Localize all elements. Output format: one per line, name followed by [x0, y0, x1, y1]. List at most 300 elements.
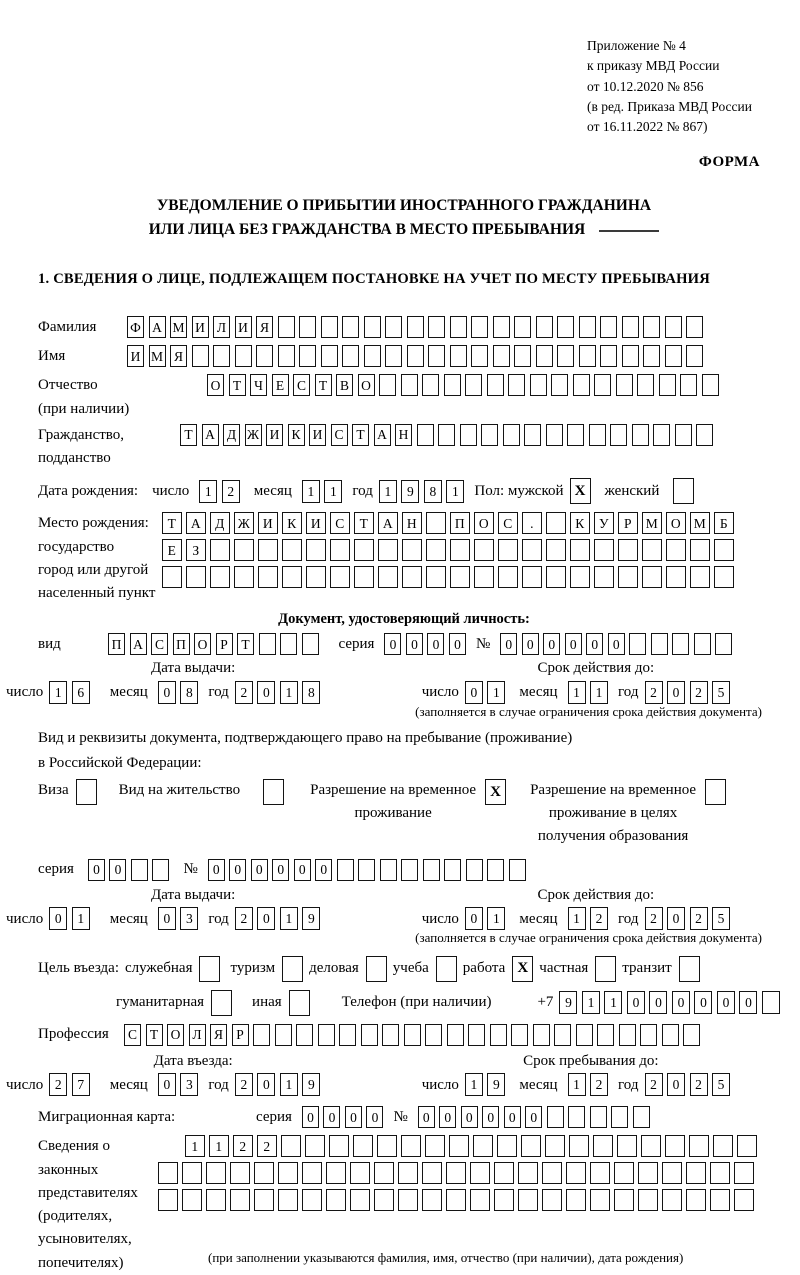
char-box[interactable]: Ж: [234, 512, 254, 534]
char-box[interactable]: [546, 566, 566, 588]
char-box[interactable]: [450, 539, 470, 561]
char-box[interactable]: 5: [712, 1073, 730, 1096]
char-box[interactable]: Р: [618, 512, 638, 534]
char-box[interactable]: [498, 566, 518, 588]
char-box[interactable]: [487, 374, 504, 396]
char-box[interactable]: [694, 633, 711, 655]
char-box[interactable]: [426, 566, 446, 588]
char-box[interactable]: 0: [302, 1106, 319, 1128]
char-box[interactable]: [675, 424, 692, 446]
char-box[interactable]: 9: [302, 907, 320, 930]
char-box[interactable]: [450, 566, 470, 588]
char-box[interactable]: [589, 424, 606, 446]
char-box[interactable]: [380, 859, 397, 881]
char-box[interactable]: 0: [586, 633, 603, 655]
char-box[interactable]: И: [192, 316, 209, 338]
purpose-humanitarian-checkbox[interactable]: [211, 990, 232, 1016]
char-box[interactable]: [594, 374, 611, 396]
char-box[interactable]: Ч: [250, 374, 267, 396]
char-box[interactable]: С: [124, 1024, 141, 1046]
char-box[interactable]: [258, 539, 278, 561]
char-box[interactable]: [364, 345, 381, 367]
char-box[interactable]: [637, 374, 654, 396]
char-box[interactable]: [466, 859, 483, 881]
char-box[interactable]: [546, 424, 563, 446]
char-box[interactable]: Е: [162, 539, 182, 561]
char-box[interactable]: [579, 345, 596, 367]
char-box[interactable]: [546, 512, 566, 534]
sex-male-checkbox[interactable]: X: [570, 478, 591, 504]
char-box[interactable]: 0: [667, 907, 685, 930]
char-box[interactable]: [254, 1162, 274, 1184]
char-box[interactable]: [566, 1189, 586, 1211]
sex-female-checkbox[interactable]: [673, 478, 694, 504]
char-box[interactable]: [377, 1135, 397, 1157]
char-box[interactable]: [450, 316, 467, 338]
char-box[interactable]: [617, 1135, 637, 1157]
char-box[interactable]: 1: [199, 480, 217, 503]
purpose-private-checkbox[interactable]: [595, 956, 616, 982]
char-box[interactable]: [638, 1189, 658, 1211]
char-box[interactable]: [235, 345, 252, 367]
char-box[interactable]: [665, 1135, 685, 1157]
char-box[interactable]: [354, 566, 374, 588]
char-box[interactable]: [278, 1189, 298, 1211]
char-box[interactable]: [546, 539, 566, 561]
char-box[interactable]: [643, 316, 660, 338]
char-box[interactable]: [614, 1162, 634, 1184]
char-box[interactable]: .: [522, 512, 542, 534]
char-box[interactable]: 2: [690, 1073, 708, 1096]
char-box[interactable]: [407, 345, 424, 367]
char-box[interactable]: [131, 859, 148, 881]
char-box[interactable]: 8: [424, 480, 442, 503]
char-box[interactable]: [734, 1162, 754, 1184]
char-box[interactable]: 0: [465, 681, 483, 704]
char-box[interactable]: [446, 1189, 466, 1211]
char-box[interactable]: [622, 316, 639, 338]
char-box[interactable]: [425, 1024, 442, 1046]
char-box[interactable]: [536, 316, 553, 338]
char-box[interactable]: 0: [465, 907, 483, 930]
char-box[interactable]: [210, 539, 230, 561]
char-box[interactable]: [622, 345, 639, 367]
char-box[interactable]: [576, 1024, 593, 1046]
char-box[interactable]: [618, 566, 638, 588]
char-box[interactable]: 0: [427, 633, 444, 655]
char-box[interactable]: [234, 566, 254, 588]
char-box[interactable]: [494, 1162, 514, 1184]
char-box[interactable]: [158, 1162, 178, 1184]
char-box[interactable]: К: [282, 512, 302, 534]
char-box[interactable]: [503, 424, 520, 446]
char-box[interactable]: 0: [739, 991, 757, 1014]
char-box[interactable]: [296, 1024, 313, 1046]
char-box[interactable]: 0: [229, 859, 246, 881]
char-box[interactable]: [444, 374, 461, 396]
char-box[interactable]: 2: [235, 681, 253, 704]
purpose-commercial-checkbox[interactable]: [366, 956, 387, 982]
char-box[interactable]: Я: [210, 1024, 227, 1046]
char-box[interactable]: Ф: [127, 316, 144, 338]
char-box[interactable]: [522, 566, 542, 588]
char-box[interactable]: [206, 1162, 226, 1184]
char-box[interactable]: 0: [694, 991, 712, 1014]
purpose-other-checkbox[interactable]: [289, 990, 310, 1016]
char-box[interactable]: 0: [158, 907, 176, 930]
char-box[interactable]: [497, 1135, 517, 1157]
char-box[interactable]: М: [170, 316, 187, 338]
char-box[interactable]: [493, 345, 510, 367]
char-box[interactable]: [428, 316, 445, 338]
char-box[interactable]: 0: [315, 859, 332, 881]
char-box[interactable]: [192, 345, 209, 367]
char-box[interactable]: [422, 1189, 442, 1211]
char-box[interactable]: [593, 1135, 613, 1157]
char-box[interactable]: 0: [627, 991, 645, 1014]
char-box[interactable]: 1: [209, 1135, 229, 1157]
char-box[interactable]: [542, 1162, 562, 1184]
char-box[interactable]: [428, 345, 445, 367]
char-box[interactable]: [438, 424, 455, 446]
char-box[interactable]: [374, 1162, 394, 1184]
char-box[interactable]: [690, 539, 710, 561]
char-box[interactable]: 3: [180, 1073, 198, 1096]
char-box[interactable]: [353, 1135, 373, 1157]
char-box[interactable]: [508, 374, 525, 396]
char-box[interactable]: [378, 566, 398, 588]
char-box[interactable]: Е: [272, 374, 289, 396]
char-box[interactable]: 1: [280, 1073, 298, 1096]
char-box[interactable]: [568, 1106, 585, 1128]
char-box[interactable]: [551, 374, 568, 396]
char-box[interactable]: К: [570, 512, 590, 534]
char-box[interactable]: 0: [504, 1106, 521, 1128]
char-box[interactable]: 2: [49, 1073, 67, 1096]
char-box[interactable]: [321, 345, 338, 367]
char-box[interactable]: П: [108, 633, 125, 655]
purpose-business-checkbox[interactable]: [199, 956, 220, 982]
char-box[interactable]: И: [306, 512, 326, 534]
char-box[interactable]: [547, 1106, 564, 1128]
char-box[interactable]: 0: [366, 1106, 383, 1128]
option-temp-residence-checkbox[interactable]: X: [485, 779, 506, 805]
char-box[interactable]: [213, 345, 230, 367]
char-box[interactable]: 0: [272, 859, 289, 881]
char-box[interactable]: 8: [302, 681, 320, 704]
char-box[interactable]: [616, 374, 633, 396]
char-box[interactable]: [230, 1162, 250, 1184]
char-box[interactable]: [275, 1024, 292, 1046]
char-box[interactable]: [498, 539, 518, 561]
char-box[interactable]: [554, 1024, 571, 1046]
char-box[interactable]: 0: [522, 633, 539, 655]
char-box[interactable]: [259, 633, 276, 655]
char-box[interactable]: 2: [590, 907, 608, 930]
purpose-tourism-checkbox[interactable]: [282, 956, 303, 982]
char-box[interactable]: Я: [170, 345, 187, 367]
char-box[interactable]: [162, 566, 182, 588]
char-box[interactable]: [666, 539, 686, 561]
char-box[interactable]: [358, 859, 375, 881]
char-box[interactable]: 0: [257, 907, 275, 930]
char-box[interactable]: [426, 512, 446, 534]
char-box[interactable]: О: [194, 633, 211, 655]
char-box[interactable]: [378, 539, 398, 561]
char-box[interactable]: [666, 566, 686, 588]
char-box[interactable]: [337, 859, 354, 881]
char-box[interactable]: [152, 859, 169, 881]
char-box[interactable]: С: [151, 633, 168, 655]
char-box[interactable]: 1: [324, 480, 342, 503]
char-box[interactable]: [342, 316, 359, 338]
char-box[interactable]: 9: [559, 991, 577, 1014]
char-box[interactable]: [474, 566, 494, 588]
char-box[interactable]: [511, 1024, 528, 1046]
char-box[interactable]: Т: [315, 374, 332, 396]
char-box[interactable]: А: [202, 424, 219, 446]
char-box[interactable]: [282, 566, 302, 588]
char-box[interactable]: [401, 374, 418, 396]
char-box[interactable]: И: [258, 512, 278, 534]
char-box[interactable]: 2: [690, 681, 708, 704]
char-box[interactable]: 1: [487, 907, 505, 930]
char-box[interactable]: 1: [568, 1073, 586, 1096]
char-box[interactable]: [302, 633, 319, 655]
char-box[interactable]: Я: [256, 316, 273, 338]
char-box[interactable]: [619, 1024, 636, 1046]
char-box[interactable]: И: [127, 345, 144, 367]
char-box[interactable]: [470, 1162, 490, 1184]
char-box[interactable]: 1: [487, 681, 505, 704]
char-box[interactable]: [710, 1189, 730, 1211]
char-box[interactable]: [299, 345, 316, 367]
char-box[interactable]: О: [358, 374, 375, 396]
char-box[interactable]: [474, 539, 494, 561]
char-box[interactable]: [629, 633, 646, 655]
char-box[interactable]: А: [130, 633, 147, 655]
char-box[interactable]: 0: [158, 1073, 176, 1096]
char-box[interactable]: [600, 316, 617, 338]
char-box[interactable]: [302, 1162, 322, 1184]
char-box[interactable]: [206, 1189, 226, 1211]
char-box[interactable]: 1: [185, 1135, 205, 1157]
char-box[interactable]: [256, 345, 273, 367]
char-box[interactable]: 2: [645, 681, 663, 704]
char-box[interactable]: [570, 539, 590, 561]
char-box[interactable]: [690, 566, 710, 588]
char-box[interactable]: [402, 566, 422, 588]
char-box[interactable]: [713, 1135, 733, 1157]
char-box[interactable]: 6: [72, 681, 90, 704]
char-box[interactable]: [530, 374, 547, 396]
char-box[interactable]: 7: [72, 1073, 90, 1096]
char-box[interactable]: [569, 1135, 589, 1157]
char-box[interactable]: 0: [482, 1106, 499, 1128]
char-box[interactable]: [659, 374, 676, 396]
char-box[interactable]: [542, 1189, 562, 1211]
char-box[interactable]: 8: [180, 681, 198, 704]
char-box[interactable]: [339, 1024, 356, 1046]
char-box[interactable]: 1: [49, 681, 67, 704]
char-box[interactable]: [330, 539, 350, 561]
char-box[interactable]: 0: [257, 1073, 275, 1096]
char-box[interactable]: 9: [487, 1073, 505, 1096]
char-box[interactable]: [361, 1024, 378, 1046]
char-box[interactable]: Н: [402, 512, 422, 534]
char-box[interactable]: Т: [180, 424, 197, 446]
char-box[interactable]: [686, 316, 703, 338]
char-box[interactable]: [642, 539, 662, 561]
char-box[interactable]: [536, 345, 553, 367]
char-box[interactable]: [518, 1162, 538, 1184]
char-box[interactable]: [509, 859, 526, 881]
char-box[interactable]: [417, 424, 434, 446]
char-box[interactable]: 1: [568, 907, 586, 930]
char-box[interactable]: [278, 345, 295, 367]
char-box[interactable]: Ж: [245, 424, 262, 446]
char-box[interactable]: 9: [302, 1073, 320, 1096]
char-box[interactable]: 0: [543, 633, 560, 655]
char-box[interactable]: 0: [257, 681, 275, 704]
char-box[interactable]: [379, 374, 396, 396]
char-box[interactable]: [422, 374, 439, 396]
char-box[interactable]: [407, 316, 424, 338]
char-box[interactable]: [714, 539, 734, 561]
char-box[interactable]: Т: [354, 512, 374, 534]
purpose-work-checkbox[interactable]: X: [512, 956, 533, 982]
char-box[interactable]: 1: [582, 991, 600, 1014]
char-box[interactable]: Р: [216, 633, 233, 655]
char-box[interactable]: [686, 1162, 706, 1184]
char-box[interactable]: А: [374, 424, 391, 446]
char-box[interactable]: А: [378, 512, 398, 534]
char-box[interactable]: Т: [146, 1024, 163, 1046]
char-box[interactable]: [514, 345, 531, 367]
char-box[interactable]: С: [293, 374, 310, 396]
char-box[interactable]: [493, 316, 510, 338]
purpose-transit-checkbox[interactable]: [679, 956, 700, 982]
char-box[interactable]: 1: [302, 480, 320, 503]
char-box[interactable]: [633, 1106, 650, 1128]
char-box[interactable]: [382, 1024, 399, 1046]
char-box[interactable]: 1: [446, 480, 464, 503]
char-box[interactable]: 1: [604, 991, 622, 1014]
char-box[interactable]: Т: [162, 512, 182, 534]
char-box[interactable]: С: [331, 424, 348, 446]
char-box[interactable]: К: [288, 424, 305, 446]
char-box[interactable]: [594, 566, 614, 588]
char-box[interactable]: 2: [645, 907, 663, 930]
char-box[interactable]: Т: [352, 424, 369, 446]
char-box[interactable]: М: [690, 512, 710, 534]
char-box[interactable]: [423, 859, 440, 881]
char-box[interactable]: 2: [235, 1073, 253, 1096]
char-box[interactable]: У: [594, 512, 614, 534]
char-box[interactable]: [524, 424, 541, 446]
char-box[interactable]: [281, 1135, 301, 1157]
char-box[interactable]: О: [666, 512, 686, 534]
char-box[interactable]: П: [450, 512, 470, 534]
char-box[interactable]: 0: [294, 859, 311, 881]
char-box[interactable]: 0: [667, 1073, 685, 1096]
char-box[interactable]: 0: [158, 681, 176, 704]
char-box[interactable]: [473, 1135, 493, 1157]
char-box[interactable]: 2: [645, 1073, 663, 1096]
char-box[interactable]: 1: [379, 480, 397, 503]
purpose-study-checkbox[interactable]: [436, 956, 457, 982]
char-box[interactable]: [278, 316, 295, 338]
char-box[interactable]: [590, 1189, 610, 1211]
char-box[interactable]: [662, 1162, 682, 1184]
option-temp-residence-education-checkbox[interactable]: [705, 779, 726, 805]
char-box[interactable]: 2: [235, 907, 253, 930]
char-box[interactable]: [557, 316, 574, 338]
char-box[interactable]: [594, 539, 614, 561]
char-box[interactable]: 0: [88, 859, 105, 881]
char-box[interactable]: [640, 1024, 657, 1046]
char-box[interactable]: 2: [257, 1135, 277, 1157]
char-box[interactable]: [641, 1135, 661, 1157]
char-box[interactable]: [734, 1189, 754, 1211]
char-box[interactable]: 2: [222, 480, 240, 503]
char-box[interactable]: [518, 1189, 538, 1211]
char-box[interactable]: 0: [323, 1106, 340, 1128]
char-box[interactable]: [321, 316, 338, 338]
char-box[interactable]: [186, 566, 206, 588]
char-box[interactable]: [302, 1189, 322, 1211]
char-box[interactable]: Т: [237, 633, 254, 655]
char-box[interactable]: [330, 566, 350, 588]
char-box[interactable]: [471, 316, 488, 338]
char-box[interactable]: Р: [232, 1024, 249, 1046]
char-box[interactable]: [611, 1106, 628, 1128]
char-box[interactable]: 1: [465, 1073, 483, 1096]
char-box[interactable]: [210, 566, 230, 588]
char-box[interactable]: 2: [690, 907, 708, 930]
char-box[interactable]: М: [642, 512, 662, 534]
char-box[interactable]: [444, 859, 461, 881]
char-box[interactable]: [665, 345, 682, 367]
char-box[interactable]: [686, 1189, 706, 1211]
char-box[interactable]: О: [167, 1024, 184, 1046]
char-box[interactable]: В: [336, 374, 353, 396]
char-box[interactable]: Л: [189, 1024, 206, 1046]
char-box[interactable]: [696, 424, 713, 446]
char-box[interactable]: 0: [608, 633, 625, 655]
char-box[interactable]: [680, 374, 697, 396]
char-box[interactable]: [471, 345, 488, 367]
char-box[interactable]: З: [186, 539, 206, 561]
char-box[interactable]: [533, 1024, 550, 1046]
char-box[interactable]: 1: [590, 681, 608, 704]
char-box[interactable]: [643, 345, 660, 367]
char-box[interactable]: 1: [280, 681, 298, 704]
char-box[interactable]: [470, 1189, 490, 1211]
char-box[interactable]: [318, 1024, 335, 1046]
char-box[interactable]: [566, 1162, 586, 1184]
char-box[interactable]: 0: [109, 859, 126, 881]
char-box[interactable]: [460, 424, 477, 446]
char-box[interactable]: [642, 566, 662, 588]
char-box[interactable]: [354, 539, 374, 561]
char-box[interactable]: [762, 991, 780, 1014]
char-box[interactable]: [422, 1162, 442, 1184]
char-box[interactable]: [350, 1189, 370, 1211]
char-box[interactable]: [481, 424, 498, 446]
char-box[interactable]: Л: [213, 316, 230, 338]
char-box[interactable]: [230, 1189, 250, 1211]
